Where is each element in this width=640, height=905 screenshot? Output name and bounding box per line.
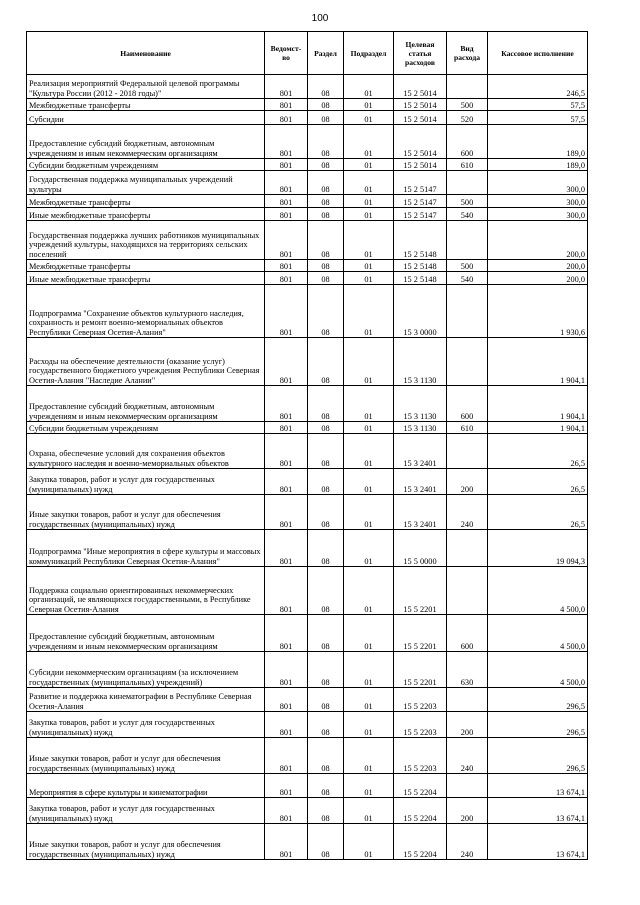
table-row [27,111,588,125]
cell-name: Субсидии [27,111,265,125]
cell-subsection: 01 [344,111,394,125]
cell-ministry: 801 [265,824,308,860]
table-row [27,159,588,171]
cell-name: Предоставление субсидий бюджетным, автономным учреждениям и иным некоммерческим организациям [27,386,265,422]
header-target: Целевая статья расходов [394,32,447,75]
cell-name: Закупка товаров, работ и услуг для государственных (муниципальных) нужд [27,712,265,738]
cell-amount: 1 904,1 [488,386,588,422]
cell-ministry: 801 [265,386,308,422]
cell-ministry: 801 [265,688,308,712]
cell-subsection: 01 [344,652,394,688]
cell-target: 15 5 2204 [394,824,447,860]
cell-expense-type: 630 [447,652,488,688]
cell-ministry: 801 [265,171,308,195]
cell-expense-type [447,774,488,798]
cell-target: 15 2 5014 [394,125,447,159]
table-row [27,221,588,260]
cell-subsection: 01 [344,469,394,495]
cell-section: 08 [308,652,344,688]
table-row [27,422,588,434]
cell-section: 08 [308,422,344,434]
cell-amount: 19 094,3 [488,530,588,567]
cell-section: 08 [308,208,344,221]
cell-ministry: 801 [265,125,308,159]
table-row [27,386,588,422]
cell-name: Подпрограмма "Сохранение объектов культурного наследия, сохранность и ремонт военно-мемориальных объектов Республики Северная Осетия-Алания" [27,285,265,338]
cell-amount: 57,5 [488,111,588,125]
table-header [27,32,588,75]
cell-amount: 300,0 [488,171,588,195]
cell-ministry: 801 [265,422,308,434]
cell-name: Субсидии некоммерческим организациям (за исключением государственных (муниципальных) учреждений) [27,652,265,688]
cell-section: 08 [308,75,344,99]
cell-name: Иные межбюджетные трансферты [27,208,265,221]
header-section: Раздел [308,32,344,75]
cell-target: 15 2 5014 [394,75,447,99]
cell-ministry: 801 [265,567,308,615]
cell-target: 15 2 5148 [394,221,447,260]
cell-section: 08 [308,386,344,422]
table-row [27,652,588,688]
cell-name: Закупка товаров, работ и услуг для государственных (муниципальных) нужд [27,798,265,824]
cell-ministry: 801 [265,530,308,567]
cell-target: 15 3 1130 [394,338,447,386]
cell-target: 15 5 2201 [394,615,447,652]
page-number: 100 [311,13,329,24]
budget-execution-table [26,31,588,860]
cell-subsection: 01 [344,824,394,860]
cell-subsection: 01 [344,530,394,567]
cell-expense-type: 200 [447,712,488,738]
table-row [27,738,588,774]
cell-target: 15 5 2203 [394,688,447,712]
cell-ministry: 801 [265,652,308,688]
cell-expense-type: 200 [447,798,488,824]
cell-expense-type [447,338,488,386]
cell-amount: 296,5 [488,738,588,774]
table-row [27,338,588,386]
cell-expense-type [447,285,488,338]
cell-amount: 246,5 [488,75,588,99]
cell-ministry: 801 [265,75,308,99]
cell-section: 08 [308,159,344,171]
cell-subsection: 01 [344,422,394,434]
cell-section: 08 [308,469,344,495]
cell-amount: 26,5 [488,434,588,469]
table-row [27,688,588,712]
cell-name: Развитие и поддержка кинематографии в Республике Северная Осетия-Алания [27,688,265,712]
table-row [27,774,588,798]
cell-target: 15 2 5148 [394,260,447,272]
cell-expense-type: 500 [447,195,488,208]
cell-name: Иные межбюджетные трансферты [27,272,265,285]
cell-ministry: 801 [265,712,308,738]
cell-expense-type: 240 [447,495,488,530]
table-row [27,260,588,272]
cell-target: 15 5 2204 [394,798,447,824]
cell-section: 08 [308,567,344,615]
table-row [27,434,588,469]
cell-target: 15 3 1130 [394,422,447,434]
cell-target: 15 2 5147 [394,208,447,221]
cell-name: Расходы на обеспечение деятельности (оказание услуг) государственного бюджетного учреждения Республики Северная Осетия-Алания "Наследие Алании" [27,338,265,386]
cell-expense-type: 200 [447,469,488,495]
cell-ministry: 801 [265,208,308,221]
table-row [27,712,588,738]
cell-subsection: 01 [344,208,394,221]
cell-subsection: 01 [344,285,394,338]
cell-subsection: 01 [344,221,394,260]
cell-section: 08 [308,738,344,774]
cell-section: 08 [308,530,344,567]
cell-ministry: 801 [265,195,308,208]
cell-target: 15 5 2201 [394,567,447,615]
cell-amount: 26,5 [488,495,588,530]
cell-amount: 300,0 [488,195,588,208]
cell-subsection: 01 [344,125,394,159]
cell-name: Межбюджетные трансферты [27,260,265,272]
cell-section: 08 [308,434,344,469]
cell-ministry: 801 [265,615,308,652]
header-subsection: Подраздел [344,32,394,75]
cell-name: Государственная поддержка муниципальных учреждений культуры [27,171,265,195]
cell-expense-type: 600 [447,615,488,652]
cell-target: 15 2 5014 [394,111,447,125]
cell-subsection: 01 [344,75,394,99]
cell-expense-type [447,530,488,567]
cell-section: 08 [308,774,344,798]
cell-ministry: 801 [265,260,308,272]
header-expense-type: Вид расхода [447,32,488,75]
cell-target: 15 5 2201 [394,652,447,688]
cell-expense-type [447,221,488,260]
cell-target: 15 3 2401 [394,495,447,530]
cell-expense-type: 610 [447,422,488,434]
cell-subsection: 01 [344,386,394,422]
cell-subsection: 01 [344,99,394,111]
cell-expense-type: 610 [447,159,488,171]
cell-target: 15 2 5014 [394,99,447,111]
cell-subsection: 01 [344,567,394,615]
table-row [27,195,588,208]
cell-expense-type [447,75,488,99]
cell-ministry: 801 [265,338,308,386]
cell-expense-type: 240 [447,824,488,860]
cell-section: 08 [308,824,344,860]
cell-section: 08 [308,171,344,195]
cell-amount: 1 904,1 [488,422,588,434]
cell-expense-type [447,171,488,195]
table-row [27,171,588,195]
cell-ministry: 801 [265,272,308,285]
table-row [27,125,588,159]
cell-subsection: 01 [344,260,394,272]
cell-section: 08 [308,688,344,712]
cell-section: 08 [308,712,344,738]
cell-ministry: 801 [265,221,308,260]
cell-expense-type: 600 [447,386,488,422]
cell-amount: 200,0 [488,221,588,260]
cell-section: 08 [308,260,344,272]
cell-target: 15 3 2401 [394,469,447,495]
cell-ministry: 801 [265,111,308,125]
cell-name: Предоставление субсидий бюджетным, автономным учреждениям и иным некоммерческим организациям [27,615,265,652]
cell-name: Иные закупки товаров, работ и услуг для обеспечения государственных (муниципальных) нужд [27,495,265,530]
cell-amount: 1 930,6 [488,285,588,338]
cell-expense-type: 540 [447,272,488,285]
cell-amount: 200,0 [488,272,588,285]
cell-expense-type: 500 [447,99,488,111]
cell-section: 08 [308,615,344,652]
cell-name: Государственная поддержка лучших работников муниципальных учреждений культуры, находящихся на территориях сельских поселений [27,221,265,260]
cell-expense-type [447,434,488,469]
cell-target: 15 2 5147 [394,171,447,195]
cell-subsection: 01 [344,272,394,285]
cell-ministry: 801 [265,159,308,171]
cell-name: Поддержка социально ориентированных некоммерческих организаций, не являющихся государственными, в Республике Северная Осетия-Алания [27,567,265,615]
cell-amount: 300,0 [488,208,588,221]
header-ministry: Ведомст-во [265,32,308,75]
cell-name: Предоставление субсидий бюджетным, автономным учреждениям и иным некоммерческим организациям [27,125,265,159]
cell-amount: 189,0 [488,159,588,171]
cell-expense-type: 540 [447,208,488,221]
cell-section: 08 [308,99,344,111]
table-row [27,272,588,285]
cell-section: 08 [308,272,344,285]
cell-amount: 4 500,0 [488,652,588,688]
cell-expense-type: 240 [447,738,488,774]
header-name: Наименование [27,32,265,75]
table-body [27,75,588,860]
cell-subsection: 01 [344,338,394,386]
cell-expense-type: 500 [447,260,488,272]
cell-section: 08 [308,125,344,159]
cell-name: Иные закупки товаров, работ и услуг для обеспечения государственных (муниципальных) нужд [27,738,265,774]
cell-amount: 200,0 [488,260,588,272]
table-row [27,798,588,824]
cell-name: Закупка товаров, работ и услуг для государственных (муниципальных) нужд [27,469,265,495]
cell-name: Охрана, обеспечение условий для сохранения объектов культурного наследия и военно-мемориальных объектов [27,434,265,469]
cell-name: Иные закупки товаров, работ и услуг для обеспечения государственных (муниципальных) нужд [27,824,265,860]
cell-name: Субсидии бюджетным учреждениям [27,422,265,434]
cell-section: 08 [308,195,344,208]
cell-amount: 189,0 [488,125,588,159]
cell-subsection: 01 [344,688,394,712]
cell-target: 15 2 5148 [394,272,447,285]
cell-subsection: 01 [344,738,394,774]
table-row [27,615,588,652]
header-row [27,32,588,75]
cell-amount: 4 500,0 [488,567,588,615]
cell-subsection: 01 [344,774,394,798]
cell-target: 15 5 2203 [394,712,447,738]
cell-name: Мероприятия в сфере культуры и кинематографии [27,774,265,798]
cell-name: Межбюджетные трансферты [27,99,265,111]
cell-subsection: 01 [344,195,394,208]
cell-expense-type: 600 [447,125,488,159]
cell-amount: 13 674,1 [488,774,588,798]
cell-target: 15 5 2204 [394,774,447,798]
cell-subsection: 01 [344,615,394,652]
table-row [27,99,588,111]
cell-target: 15 2 5014 [394,159,447,171]
cell-target: 15 5 0000 [394,530,447,567]
cell-expense-type [447,567,488,615]
cell-amount: 296,5 [488,688,588,712]
cell-ministry: 801 [265,99,308,111]
table-row [27,530,588,567]
cell-section: 08 [308,111,344,125]
cell-target: 15 3 2401 [394,434,447,469]
cell-name: Межбюджетные трансферты [27,195,265,208]
cell-subsection: 01 [344,712,394,738]
table-row [27,75,588,99]
cell-section: 08 [308,495,344,530]
cell-name: Субсидии бюджетным учреждениям [27,159,265,171]
table-row [27,824,588,860]
cell-amount: 26,5 [488,469,588,495]
cell-subsection: 01 [344,798,394,824]
cell-target: 15 2 5147 [394,195,447,208]
cell-amount: 13 674,1 [488,798,588,824]
cell-subsection: 01 [344,434,394,469]
cell-ministry: 801 [265,434,308,469]
cell-section: 08 [308,221,344,260]
cell-ministry: 801 [265,469,308,495]
cell-ministry: 801 [265,798,308,824]
cell-amount: 296,5 [488,712,588,738]
cell-section: 08 [308,798,344,824]
cell-ministry: 801 [265,774,308,798]
cell-target: 15 5 2203 [394,738,447,774]
table-row [27,469,588,495]
cell-amount: 13 674,1 [488,824,588,860]
cell-name: Реализация мероприятий Федеральной целевой программы "Культура России (2012 - 2018 годы)" [27,75,265,99]
table-row [27,285,588,338]
cell-expense-type: 520 [447,111,488,125]
cell-amount: 4 500,0 [488,615,588,652]
cell-target: 15 3 1130 [394,386,447,422]
cell-section: 08 [308,338,344,386]
table-row [27,567,588,615]
table-row [27,495,588,530]
cell-amount: 1 904,1 [488,338,588,386]
cell-expense-type [447,688,488,712]
cell-subsection: 01 [344,171,394,195]
table-row [27,208,588,221]
cell-ministry: 801 [265,495,308,530]
cell-target: 15 3 0000 [394,285,447,338]
header-execution: Кассовое исполнение [488,32,588,75]
cell-amount: 57,5 [488,99,588,111]
cell-ministry: 801 [265,738,308,774]
cell-section: 08 [308,285,344,338]
cell-subsection: 01 [344,495,394,530]
cell-ministry: 801 [265,285,308,338]
cell-subsection: 01 [344,159,394,171]
cell-name: Подпрограмма "Иные мероприятия в сфере культуры и массовых коммуникаций Республики Северная Осетия-Алания" [27,530,265,567]
